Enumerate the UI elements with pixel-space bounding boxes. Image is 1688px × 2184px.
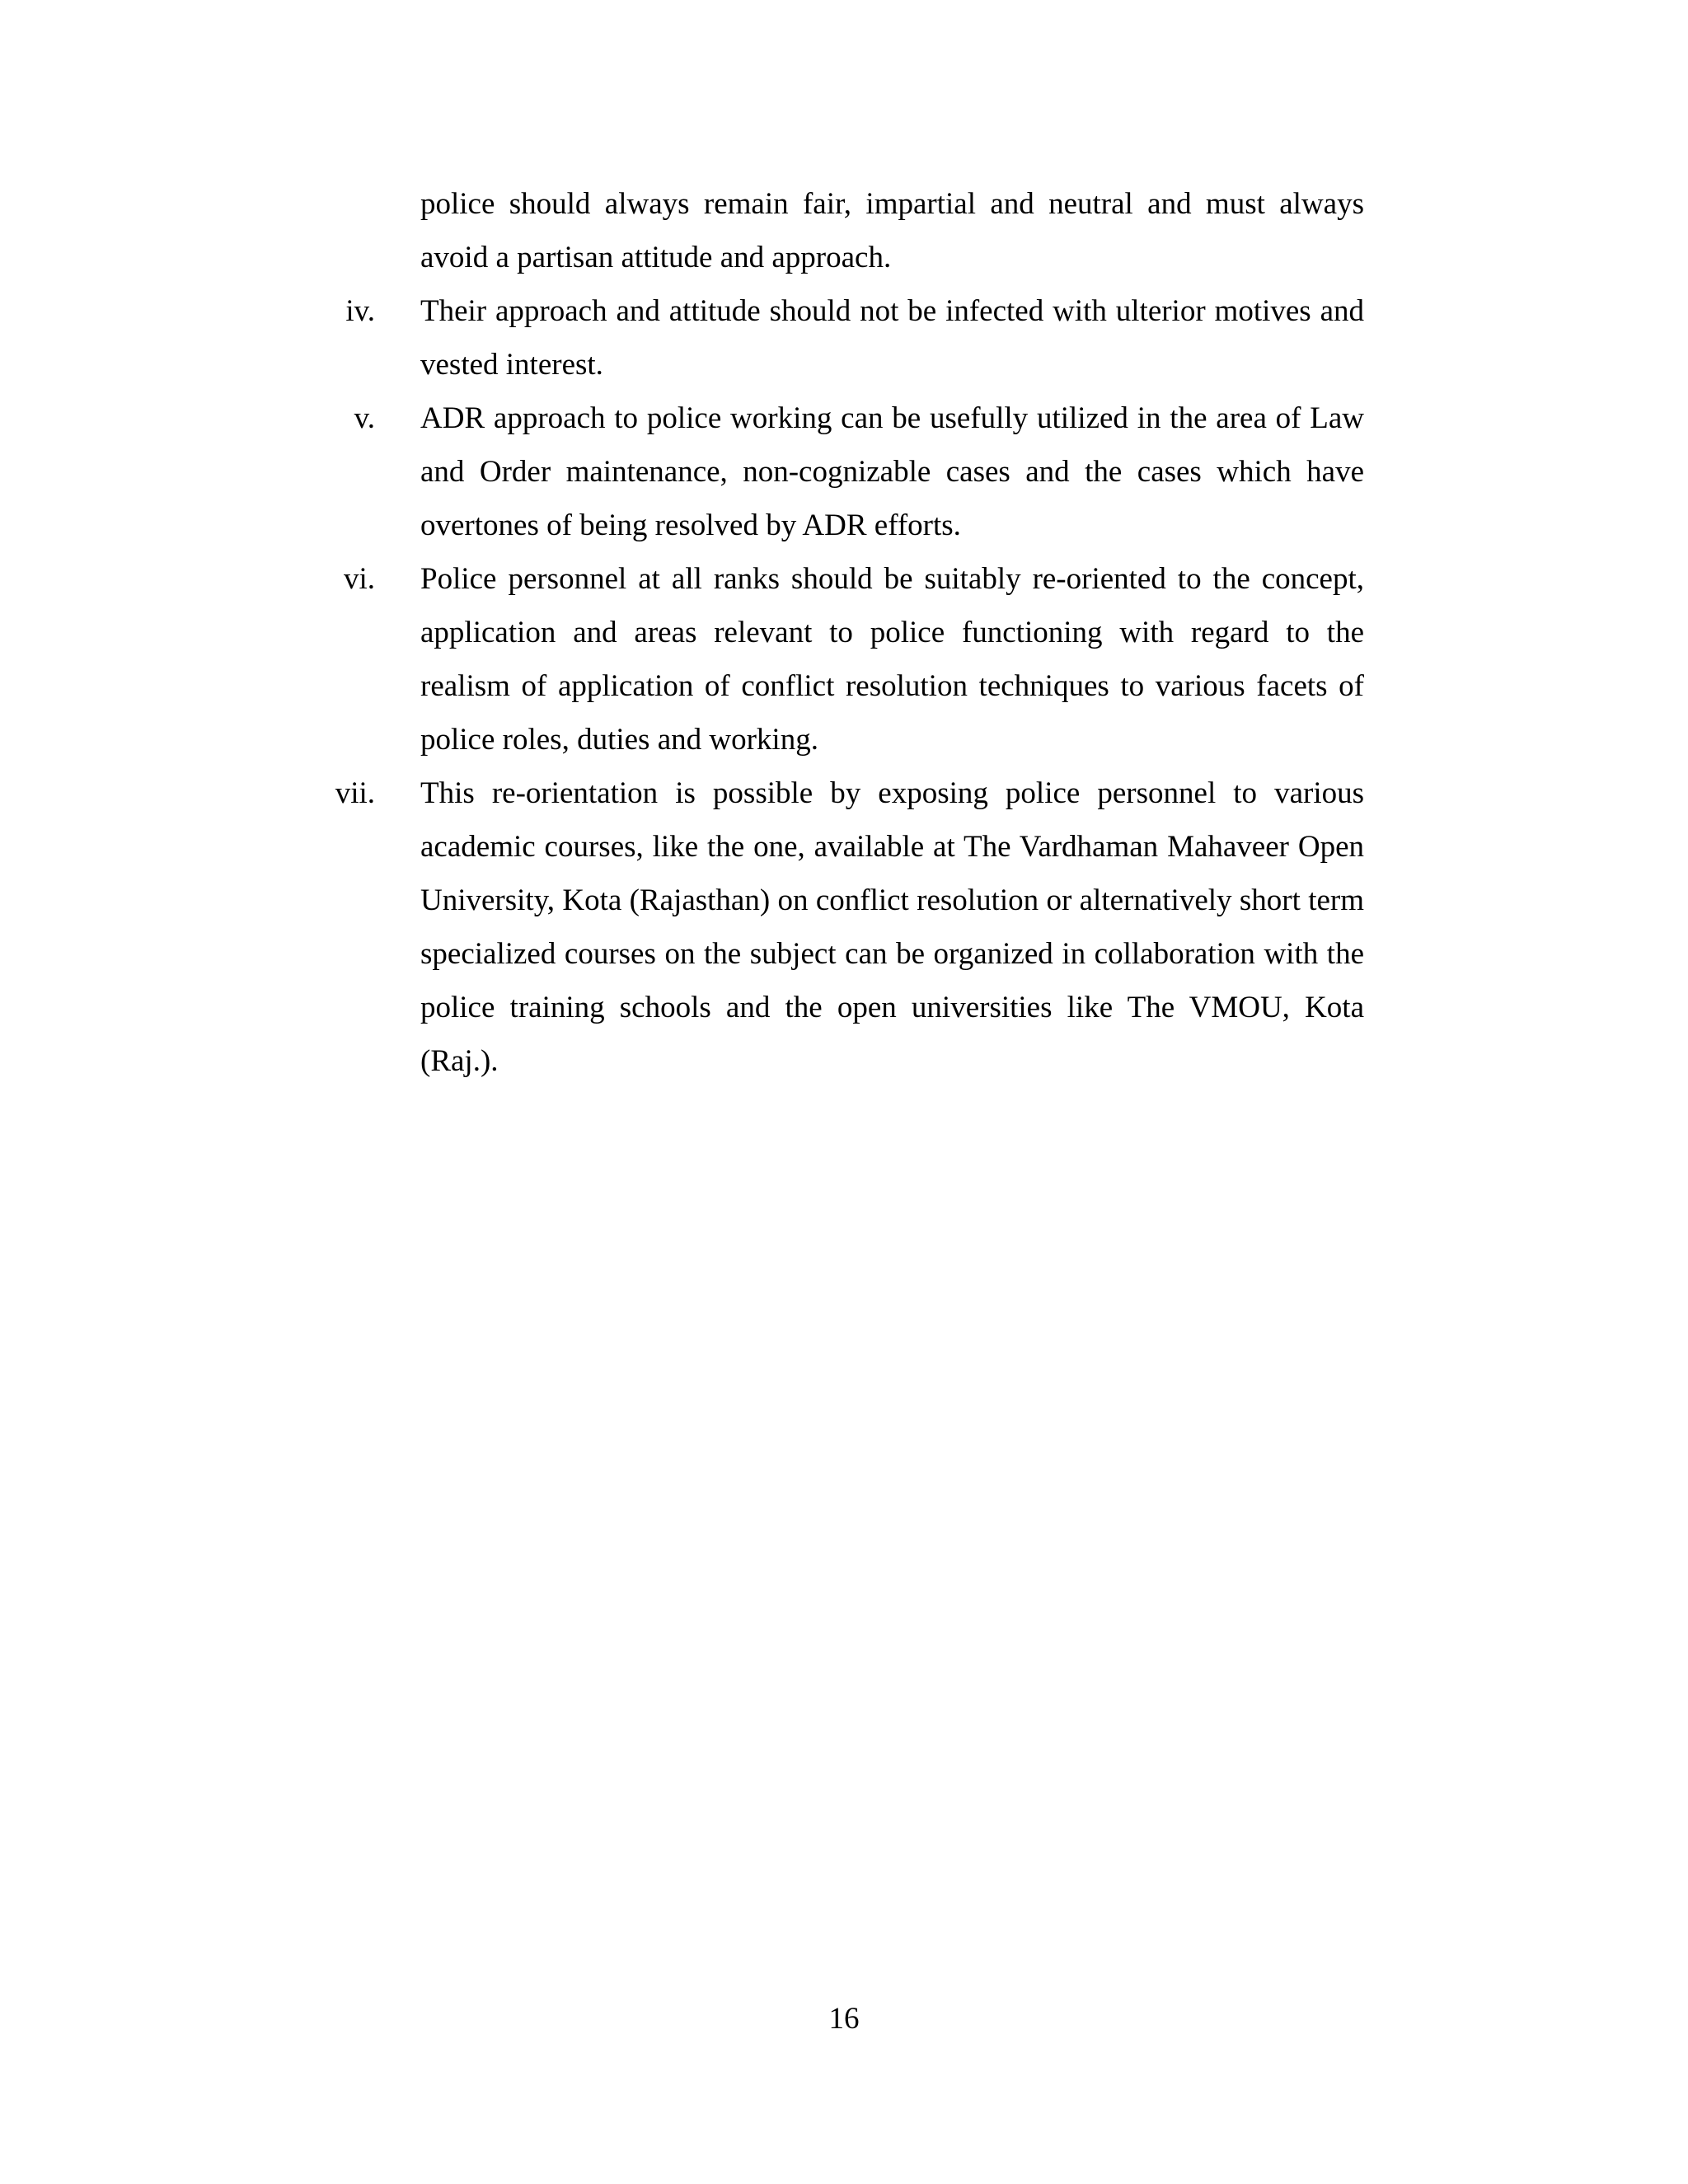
continuation-text: police should always remain fair, impartial and neutral and must always avoid a partisan attitude and approach. <box>420 187 1364 274</box>
page-number: 16 <box>828 2002 860 2036</box>
list-item-numeral: v. <box>354 401 375 435</box>
list-item-text: Police personnel at all ranks should be suitably re-oriented to the concept, application and areas relevant to police functioning with regard to the realism of application of conflict resolution techniques to various facets of police roles, duties and working. <box>420 562 1364 757</box>
list-item-numeral: vi. <box>343 562 375 596</box>
list-item-text: This re-orientation is possible by exposing police personnel to various academic courses, like the one, available at The Vardhaman Mahaveer Open University, Kota (Rajasthan) on conflict resolution or alternatively short term specialized courses on the subject can be organized in collaboration with the police training schools and the open universities like The VMOU, Kota (Raj.). <box>420 776 1364 1078</box>
list-item <box>293 391 1364 552</box>
continuation-paragraph <box>293 177 1364 284</box>
list-item <box>293 284 1364 391</box>
list-item-numeral: iv. <box>345 294 375 328</box>
list-content <box>293 177 1364 1088</box>
list-item-text: ADR approach to police working can be usefully utilized in the area of Law and Order maintenance, non-cognizable cases and the cases which have overtones of being resolved by ADR efforts. <box>420 401 1364 542</box>
list-item-numeral: vii. <box>335 776 375 810</box>
list-item <box>293 552 1364 766</box>
list-item-text: Their approach and attitude should not be infected with ulterior motives and vested interest. <box>420 294 1364 382</box>
list-item <box>293 766 1364 1088</box>
